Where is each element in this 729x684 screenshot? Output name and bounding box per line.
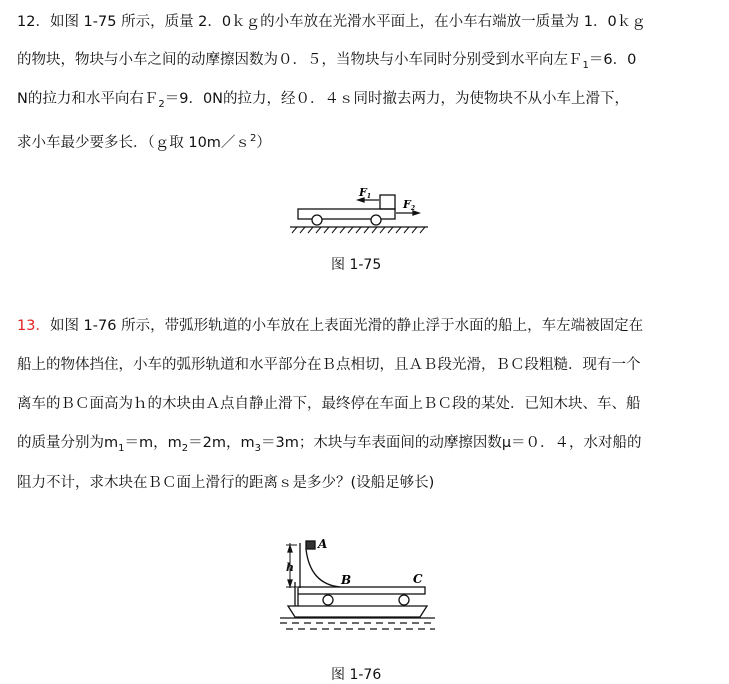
text: 求小车最少要多长．（ｇ取 10m／ｓ [17, 134, 250, 151]
arc-track [306, 549, 340, 587]
p13-line-4 [17, 433, 642, 459]
text: ＝2m，m [188, 435, 255, 451]
ground-hatch [292, 227, 425, 233]
cart-wheel [371, 215, 381, 225]
cart-wheel [312, 215, 322, 225]
text: 的物块，物块与小车之间的动摩擦因数为０．５，当物块与小车同时分别受到水平向左Ｆ [17, 52, 583, 68]
subscript: 2 [158, 98, 165, 110]
subscript: 3 [254, 442, 261, 454]
text: ＝9．0N的拉力，经０．４ｓ同时撤去两力，为使物块不从小车上滑下， [164, 91, 630, 107]
text: ） [256, 134, 271, 151]
cart-wheel [399, 595, 409, 605]
subscript: 1 [118, 442, 125, 454]
label-c: C [413, 572, 423, 586]
figure-caption-1-76: 图 1-76 [331, 667, 382, 683]
label-h: h [286, 561, 294, 574]
text: 如图 1-76 所示，带弧形轨道的小车放在上表面光滑的静止浮于水面的船上，车左端被固定在 [49, 318, 644, 334]
cart-body [298, 587, 425, 594]
p13-line-5: 阻力不计，求木块在ＢＣ面上滑行的距离ｓ是多少？(设船足够长) [17, 475, 435, 491]
text: N的拉力和水平向右Ｆ [17, 91, 159, 107]
problem-number: 13． [17, 318, 50, 334]
p13-line-2: 船上的物体挡住，小车的弧形轨道和水平部分在Ｂ点相切，且ＡＢ段光滑，ＢＣ段粗糙．现有一个 [17, 357, 641, 373]
wood-block [306, 541, 315, 549]
label-f1: F1 [359, 186, 371, 200]
p13-line-3: 离车的ＢＣ面高为ｈ的木块由Ａ点自静止滑下，最终停在车面上ＢＣ段的某处．已知木块、车、船 [17, 396, 641, 412]
subscript: 1 [582, 59, 589, 71]
label-b: B [341, 573, 352, 587]
text: ＝m，m [124, 435, 182, 451]
block [380, 195, 395, 209]
superscript: 2 [249, 133, 257, 144]
label-a: A [318, 537, 328, 551]
figure-caption-1-75: 图 1-75 [331, 257, 382, 273]
subscript: 2 [181, 442, 189, 454]
text: ＝6．0 [588, 52, 637, 68]
text: ＝3m；木块与车表面间的动摩擦因数μ＝０．４，水对船的 [260, 435, 642, 451]
p12-line-1: 12．如图 1-75 所示，质量 2．0ｋｇ的小车放在光滑水平面上，在小车右端放一质量为 1．0ｋｇ [17, 14, 646, 30]
p13-line-1 [17, 316, 643, 336]
figure-1-76 [280, 541, 435, 629]
text: 的质量分别为m [17, 435, 119, 451]
label-f2: F2 [403, 198, 415, 212]
cart-wheel [323, 595, 333, 605]
boat [288, 606, 427, 617]
